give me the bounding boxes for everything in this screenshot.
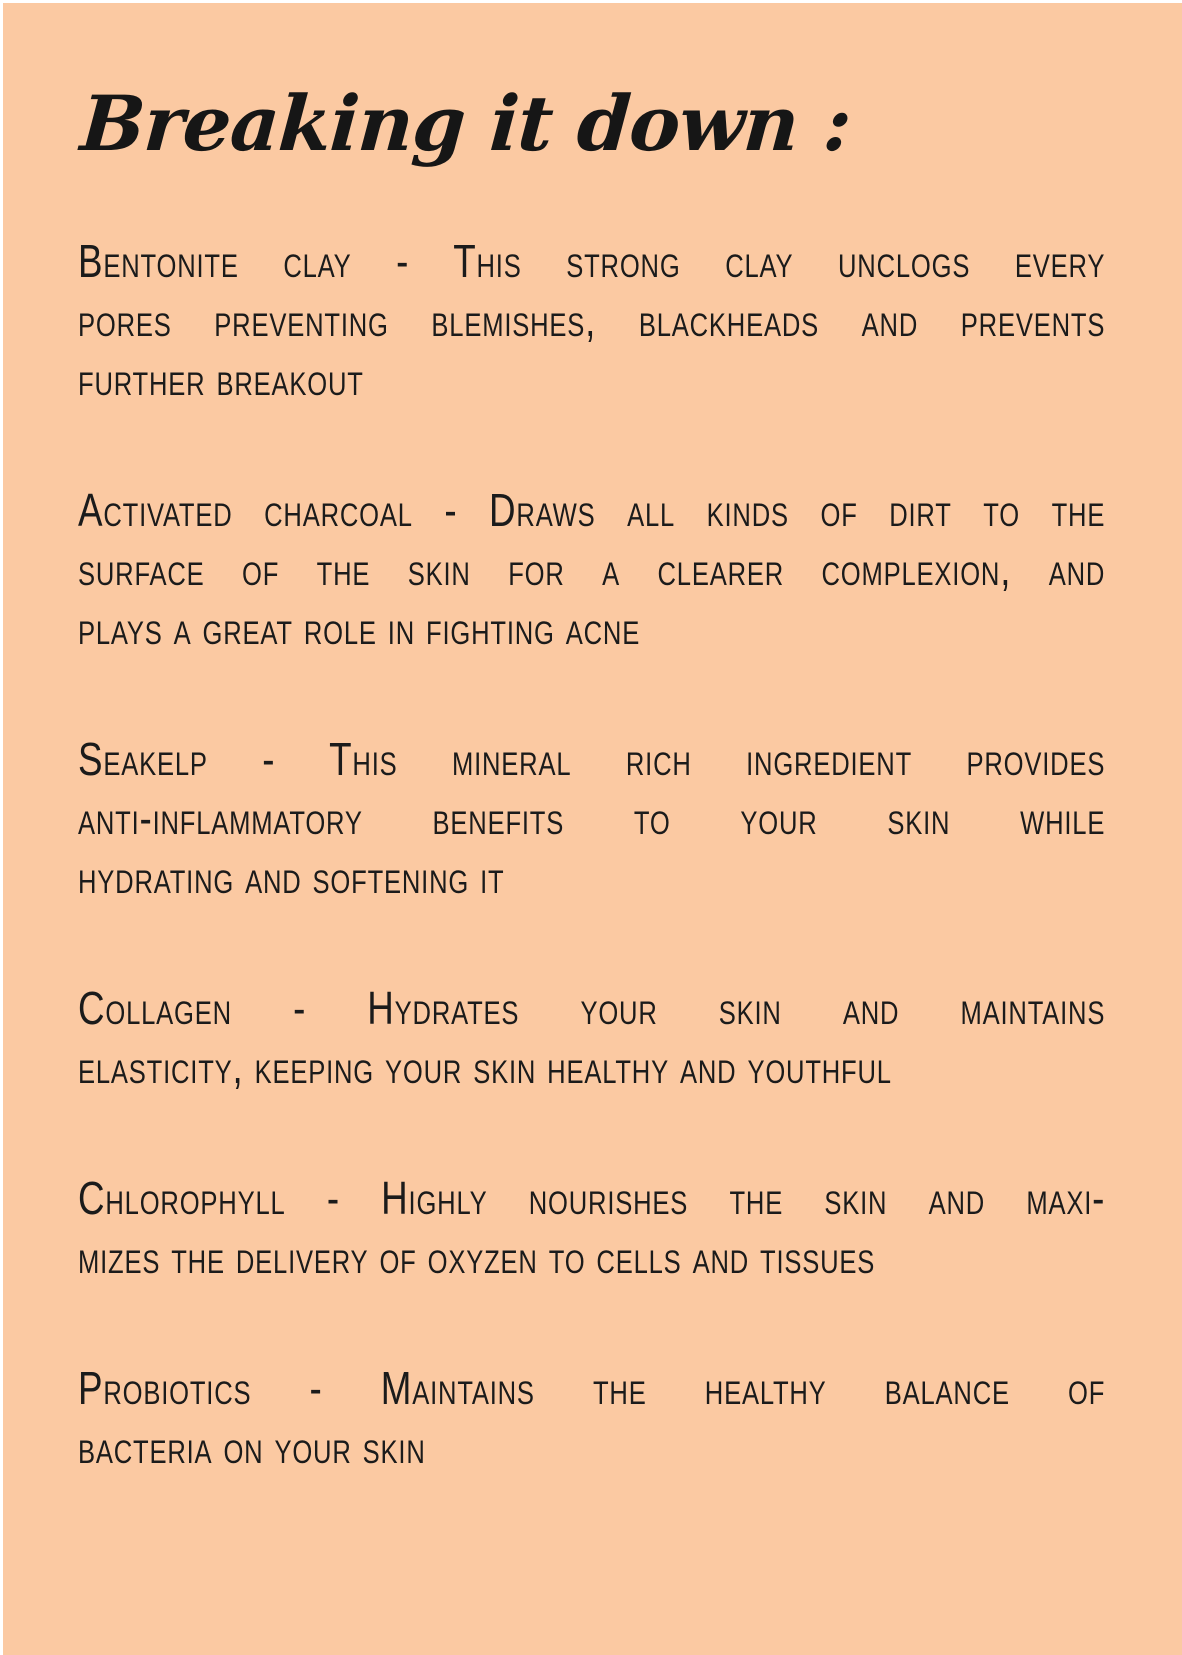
text-line: Activated charcoal - Draws all kinds of dirt to the [78, 483, 1106, 536]
paragraph-probiotics [78, 1359, 1105, 1477]
paragraph-seakelp [78, 730, 1105, 907]
paragraph-chlorophyll [78, 1169, 1105, 1287]
page-title: Breaking it down : [77, 79, 854, 168]
text-line: pores preventing blemishes, blackheads and prevents [78, 293, 1106, 346]
text-line: plays a great role in fighting acne [78, 601, 641, 654]
text-line: elasticity, keeping your skin healthy and youthful [78, 1040, 892, 1093]
text-line: Chlorophyll - Highly nourishes the skin and maxi- [78, 1171, 1106, 1224]
text-line: Seakelp - This mineral rich ingredient provides [78, 732, 1106, 785]
text-line: Collagen - Hydrates your skin and maintains [78, 981, 1106, 1034]
paragraph-bentonite-clay [78, 232, 1105, 409]
text-line: hydrating and softening it [78, 850, 505, 903]
paragraph-collagen [78, 979, 1105, 1097]
paragraph-activated-charcoal [78, 481, 1105, 658]
ingredient-descriptions [78, 232, 1105, 1477]
text-line: anti-inflammatory benefits to your skin while [78, 791, 1106, 844]
text-line: further breakout [78, 352, 364, 405]
text-line: surface of the skin for a clearer complexion, and [78, 542, 1106, 595]
text-line: Probiotics - Maintains the healthy balance of [78, 1361, 1106, 1414]
text-line: mizes the delivery of oxyzen to cells and tissues [78, 1230, 876, 1283]
text-line: bacteria on your skin [78, 1420, 426, 1473]
text-line: Bentonite clay - This strong clay unclogs every [78, 234, 1106, 287]
